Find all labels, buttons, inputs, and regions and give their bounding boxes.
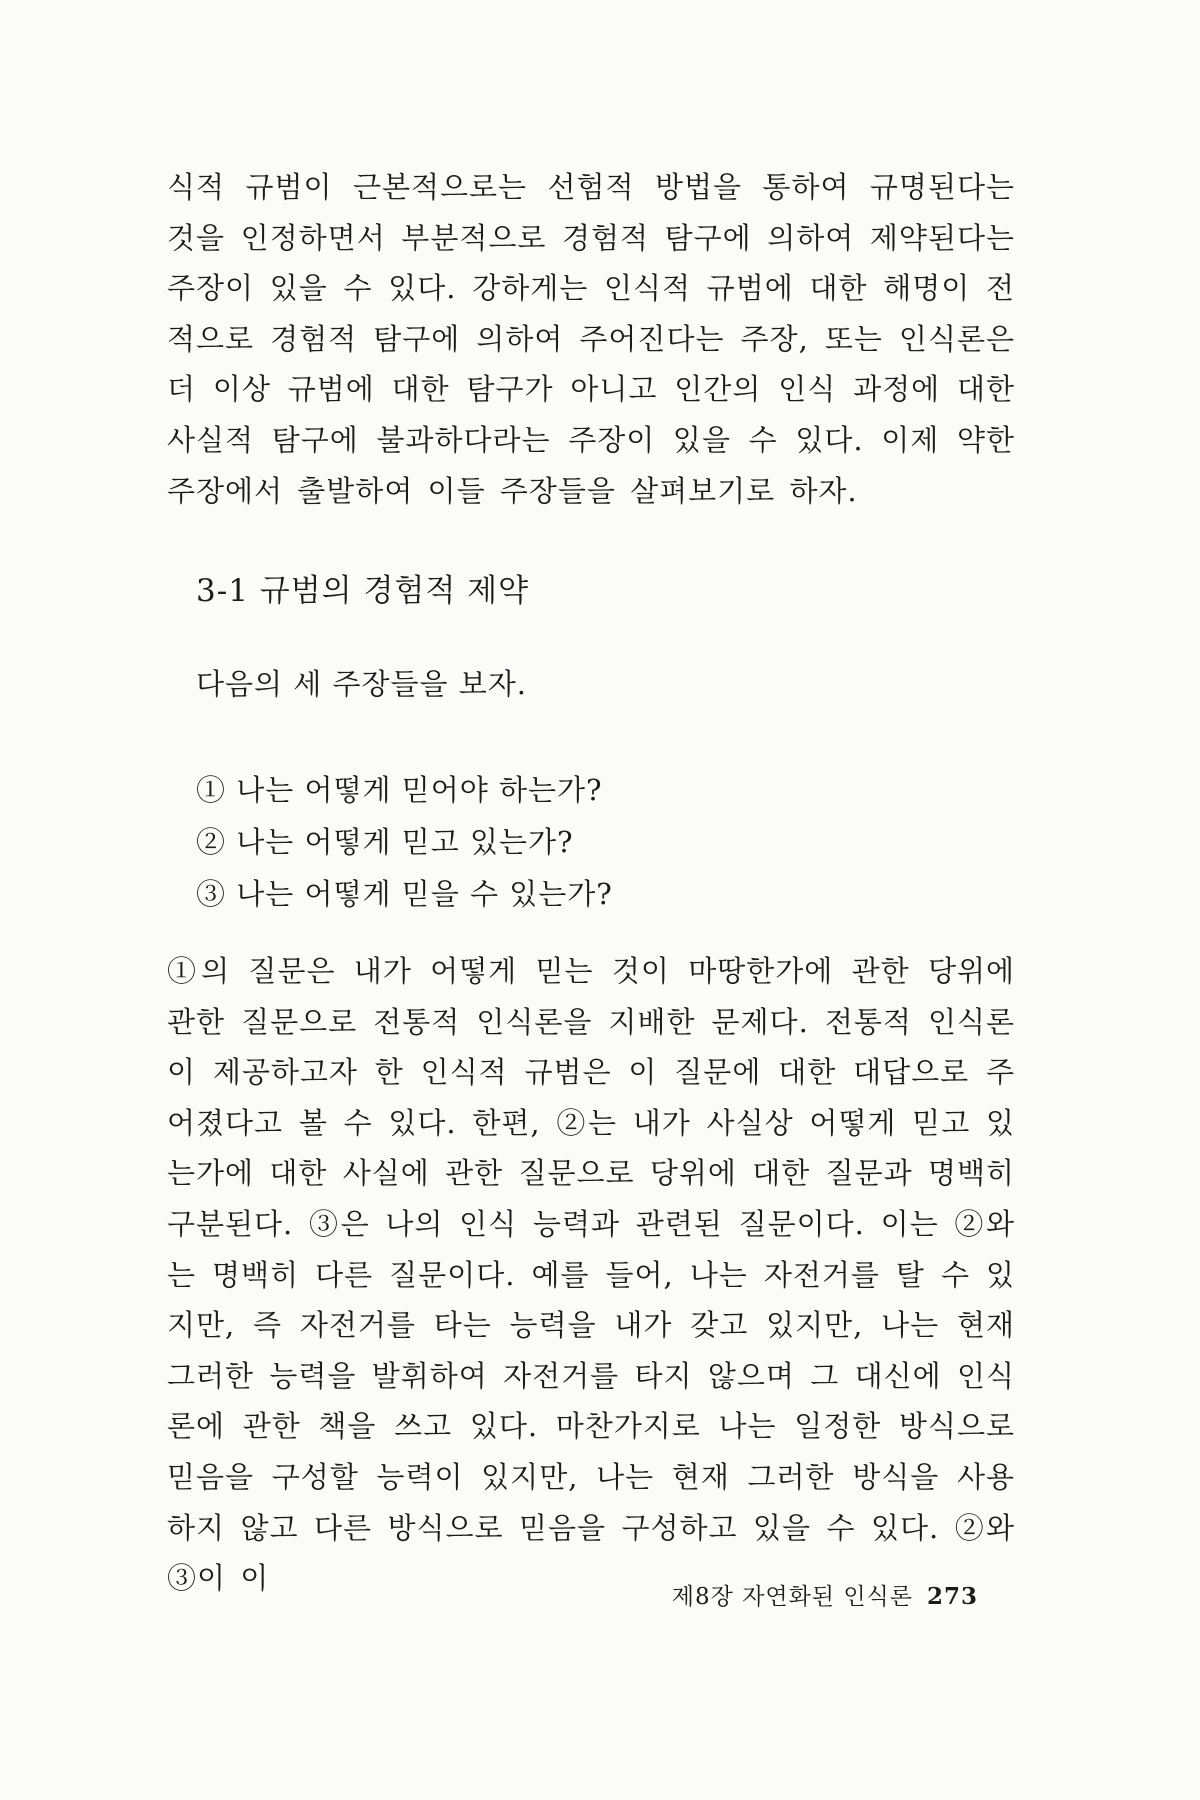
page-number: 273: [926, 1583, 978, 1610]
body-paragraph: ①의 질문은 내가 어떻게 믿는 것이 마땅한가에 관한 당위에 관한 질문으로 전통적 인식론을 지배한 문제다. 전통적 인식론이 제공하고자 한 인식적 규범은 이 질문에 대한 대답으로 주어졌다고 볼 수 있다. 한편, ②는 내가 사실상 어떻게 믿고 있는가에 대한 사실에 관한 질문으로 당위에 대한 질문과 명백히 구분된다. ③은 나의 인식 능력과 관련된 질문이다. 이는 ②와는 명백히 다른 질문이다. 예를 들어, 나는 자전거를 탈 수 있지만, 즉 자전거를 타는 능력을 내가 갖고 있지만, 나는 현재 그러한 능력을 발휘하여 자전거를 타지 않으며 그 대신에 인식론에 관한 책을 쓰고 있다. 마찬가지로 나는 일정한 방식으로 믿음을 구성할 능력이 있지만, 나는 현재 그러한 방식을 사용하지 않고 다른 방식으로 믿음을 구성하고 있을 수 있다. ②와 ③이 이: [167, 954, 1015, 1596]
question-item-2: ② 나는 어떻게 믿고 있는가?: [196, 825, 574, 859]
page-footer: [672, 1578, 978, 1611]
lead-text: 다음의 세 주장들을 보자.: [196, 667, 528, 701]
question-item-1: ① 나는 어떻게 믿어야 하는가?: [196, 773, 603, 807]
question-list: [196, 764, 613, 920]
intro-paragraph: 식적 규범이 근본적으로는 선험적 방법을 통하여 규명된다는 것을 인정하면서 부분적으로 경험적 탐구에 의하여 제약된다는 주장이 있을 수 있다. 강하게는 인식적 규범에 대한 해명이 전적으로 경험적 탐구에 의하여 주어진다는 주장, 또는 인식론은 더 이상 규범에 대한 탐구가 아니고 인간의 인식 과정에 대한 사실적 탐구에 불과하다라는 주장이 있을 수 있다. 이제 약한 주장에서 출발하여 이들 주장들을 살펴보기로 하자.: [167, 170, 1015, 508]
section-heading: 3-1 규범의 경험적 제약: [196, 573, 530, 609]
question-item-3: ③ 나는 어떻게 믿을 수 있는가?: [196, 877, 613, 911]
chapter-title: 제8장 자연화된 인식론: [671, 1584, 913, 1610]
